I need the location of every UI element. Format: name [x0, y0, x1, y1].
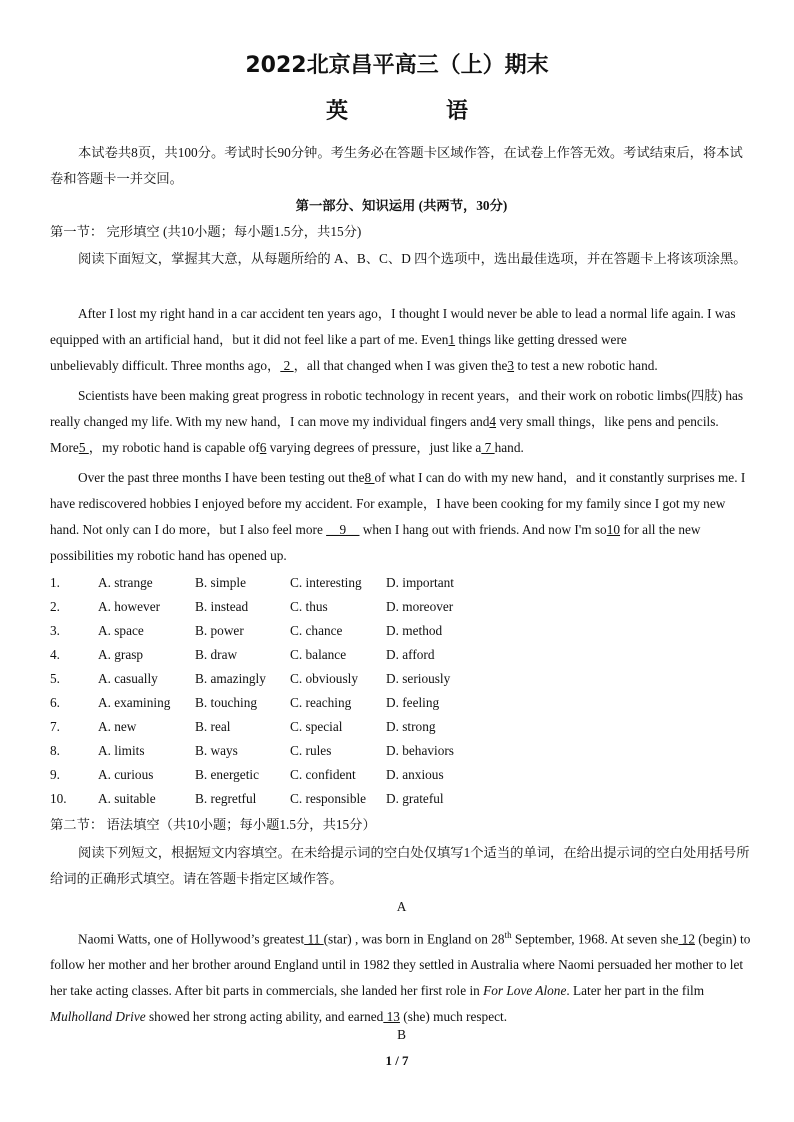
- option-a: A. space: [98, 623, 144, 638]
- option-d: D. behaviors: [386, 743, 454, 758]
- blank-5: 5: [78, 440, 89, 455]
- option-b: B. real: [195, 719, 231, 734]
- option-b: B. ways: [195, 743, 238, 758]
- option-a: A. however: [98, 599, 161, 614]
- section2-title: 第二节： 语法填空（共10小题；每小题1.5分，共15分）: [50, 817, 376, 832]
- blank-9: __9__: [326, 522, 360, 537]
- option-a: A. examining: [98, 695, 171, 710]
- blank-6: 6: [259, 440, 267, 455]
- option-d: D. grateful: [386, 791, 444, 806]
- blank-3: 3: [507, 358, 515, 373]
- section1-title: 第一节： 完形填空 (共10小题；每小题1.5分，共15分): [50, 224, 362, 239]
- option-d: D. seriously: [386, 671, 451, 686]
- option-d: D. strong: [386, 719, 436, 734]
- option-b: B. energetic: [195, 767, 259, 782]
- option-a: A. new: [98, 719, 137, 734]
- subject-title: 英 语: [325, 99, 506, 124]
- option-d: D. feeling: [386, 695, 440, 710]
- exam-instructions: 本试卷共8页，共100分。考试时长90分钟。考生务必在答题卡区域作答，在试卷上作答无效。考试结束后，将本试卷和答题卡一并交回。: [50, 145, 743, 186]
- part1-heading: 第一部分、知识运用 (共两节，30分): [295, 198, 508, 213]
- option-c: C. responsible: [290, 791, 367, 806]
- grammar-passage-a: Naomi Watts, one of Hollywood’s greatest 11 (star) , was born in England on 28th September, 1968. At seven she 12 (begin) to follow her mother and her brother around England until in 1982 they settled in Australia where Naomi persuaded her mother to let her take acting classes. After bit parts in commercials, she landed her first role in For Love Alone. Later her part in the film Mulholland Drive showed her strong acting ability, and earned 13 (she) much respect.: [50, 930, 751, 1025]
- option-c: C. balance: [290, 647, 347, 662]
- cloze-paragraph-1: After I lost my right hand in a car accident ten years ago，I thought I would never be able to lead a normal life again. I was equipped with an artificial hand，but it did not feel like a part of me. Even1 things like getting dressed were unbelievably difficult. Three months ago， 2 ，all that changed when I was given the3 to test a new robotic hand.: [50, 306, 736, 373]
- option-a: A. limits: [98, 743, 145, 758]
- option-a: A. curious: [98, 767, 154, 782]
- cloze-paragraph-3: Over the past three months I have been testing out the8 of what I can do with my new hand，and it constantly surprises me. I have rediscovered hobbies I enjoyed before my accident. For example，I have been cooking for my family since I got my new hand. Not only can I do more，but I also feel more __9__ when I hang out with friends. And now I'm so10 for all the new possibilities my robotic hand has opened up.: [50, 470, 746, 563]
- passage-label-a: A: [396, 899, 407, 914]
- cloze-paragraph-2: Scientists have been making great progress in robotic technology in recent years，and their work on robotic limbs(四肢) has really changed my life. With my new hand，I can move my individual fingers and4 very small things，like pens and pencils. More5 ，my robotic hand is capable of6 varying degrees of pressure，just like a 7 hand.: [50, 388, 744, 455]
- option-a: A. casually: [98, 671, 158, 686]
- option-c: C. thus: [290, 599, 328, 614]
- blank-10: 10: [606, 522, 621, 537]
- option-b: B. regretful: [195, 791, 257, 806]
- option-b: B. power: [195, 623, 244, 638]
- exam-title: 2022北京昌平高三（上）期末: [245, 53, 549, 78]
- blank-7: 7: [481, 440, 495, 455]
- blank-13: 13: [383, 1009, 400, 1025]
- option-c: C. rules: [290, 743, 332, 758]
- exam-page: 2022北京昌平高三（上）期末 英 语 本试卷共8页，共100分。考试时长90分钟。考生务必在答题卡区域作答，在试卷上作答无效。考试结束后，将本试卷和答题卡一并交回。 第一部分、知识运用 (共两节，30分) 第一节： 完形填空 (共10小题；每小题1.5分，共15分) 阅读下面短文，掌握其大意，从每题所给的 A、B、C、D 四个选项中，选出最佳选项，并在答题卡上将该项涂黑。 After I lost my right hand in a car accident ten years ago，I thought I would never be able to lead a normal life again. I was equipped with an artificial hand，but it did not feel like a part of me. Even1 things like getting dressed were unbelievably difficult. Three months ago， 2 ，all that changed when I was given the3 to test a new robotic hand. Scientists have been making great progress in robotic technology in recent years，and their work on robotic limbs(四肢) has really changed my life. With my new hand，I can move my individual fingers and4 very small things，like pens and pencils. More5 ，my robotic hand is capable of6 varying degrees of pressure，just like a 7 hand. Over the past three months I have been testing out the8 of what I can do with my new hand，and it constantly surprises me. I have rediscovered hobbies I enjoyed before my accident. For example，I have been cooking for my family since I got my new hand. Not only can I do more，but I also feel more __9__ when I hang out with friends. And now I'm so10 for all the new possibilities my robotic hand has opened up. 1. A. strange B. simple C. interesting D. important 2. A. however B. instead C. thus D. moreover 3. A. space B. power C. chance D. method 4. A. grasp B. draw C. balance D. afford 5. A. casually B. amazingly C. obviously D. seriously 6. A. examining B. touching C. reaching D. feeling 7. A. new B. real C. special D. strong 8. A. limits B. ways C. rules D. behaviors 9. A. curious B. energetic C. confident D. anxious 10. A. suitable B. regretful C. responsible D. grateful 第二节： 语法填空（共10小题；每小题1.5分，共15分） 阅读下列短文，根据短文内容填空。在未给提示词的空白处仅填写1个适当的单词，在给出提示词的空白处用括号所给词的正确形式填空。请在答题卡指定区域作答。 A Naomi Watts, one of Hollywood’s greatest 11 (star) , was born in England on 28th September, 1968. At seven she 12 (begin) to follow her mother and her brother around England until in 1982 they settled in Australia where Naomi persuaded her mother to let her take acting classes. After bit parts in commercials, she landed her first role in For Love Alone. Later her part in the film Mulholland Drive showed her strong acting ability, and earned 13 (she) much respect. B 1 / 7: [0, 0, 794, 1122]
- option-a: A. grasp: [98, 647, 144, 662]
- option-d: D. method: [386, 623, 443, 638]
- option-a: A. strange: [98, 575, 153, 590]
- option-b: B. instead: [195, 599, 249, 614]
- option-d: D. afford: [386, 647, 435, 662]
- option-c: C. reaching: [290, 695, 352, 710]
- section1-instructions: 阅读下面短文，掌握其大意，从每题所给的 A、B、C、D 四个选项中，选出最佳选项，并在答题卡上将该项涂黑。: [78, 251, 747, 266]
- option-c: C. obviously: [290, 671, 358, 686]
- section2-instructions: 阅读下列短文，根据短文内容填空。在未给提示词的空白处仅填写1个适当的单词，在给出提示词的空白处用括号所给词的正确形式填空。请在答题卡指定区域作答。: [50, 845, 750, 886]
- film-title: For Love Alone: [483, 983, 567, 999]
- option-d: D. important: [386, 575, 454, 590]
- blank-11: 11: [304, 931, 324, 947]
- blank-4: 4: [489, 414, 497, 429]
- option-b: B. touching: [195, 695, 258, 710]
- option-c: C. special: [290, 719, 343, 734]
- option-b: B. draw: [195, 647, 238, 662]
- page-number: 1 / 7: [385, 1053, 409, 1068]
- option-d: D. anxious: [386, 767, 444, 782]
- option-a: A. suitable: [98, 791, 156, 806]
- option-d: D. moreover: [386, 599, 454, 614]
- option-c: C. interesting: [290, 575, 362, 590]
- blank-2: 2: [280, 358, 294, 373]
- blank-12: 12: [678, 931, 695, 947]
- passage-label-b: B: [397, 1027, 406, 1042]
- option-b: B. simple: [195, 575, 246, 590]
- blank-1: 1: [448, 332, 456, 347]
- option-b: B. amazingly: [195, 671, 266, 686]
- option-c: C. confident: [290, 767, 356, 782]
- film-title: Mulholland Drive: [50, 1009, 146, 1025]
- blank-8: 8: [364, 470, 375, 485]
- option-c: C. chance: [290, 623, 343, 638]
